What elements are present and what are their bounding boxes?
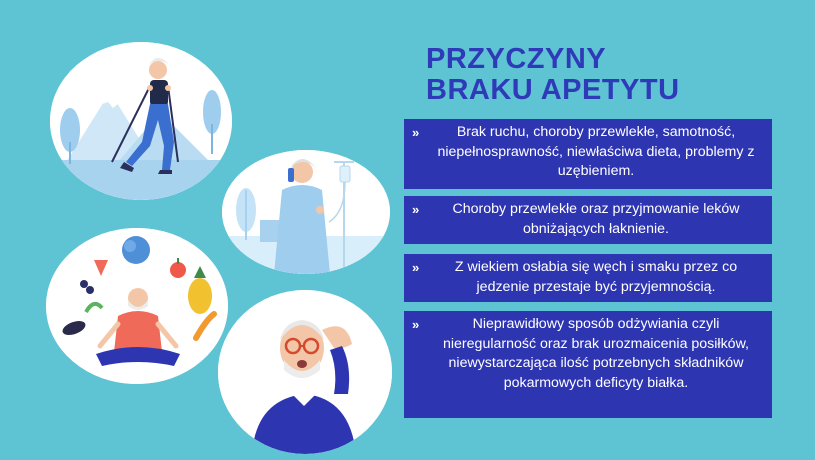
- bullet-icon: »: [412, 202, 420, 217]
- title-line-1: PRZYCZYNY: [426, 43, 607, 75]
- title-line-2: BRAKU APETYTU: [426, 74, 680, 106]
- page-title: [426, 44, 786, 106]
- reason-text: Choroby przewlekłe oraz przyjmowanie leków obniżających łaknienie.: [452, 201, 740, 237]
- reason-text: Nieprawidłowy sposób odżywiania czyli nieregularność oraz brak urozmaicenia posiłków, niewystarczająca ilość potrzebnych składników pokarmowych deficyty białka.: [443, 316, 749, 391]
- reason-box-2: [404, 196, 772, 244]
- reason-text: Brak ruchu, choroby przewlekłe, samotność, niepełnosprawność, niewłaściwa dieta, problemy z uzębieniem.: [437, 124, 755, 179]
- bullet-icon: »: [412, 317, 420, 332]
- patient-with-iv-drip-icon: [222, 150, 390, 274]
- reason-box-4: [404, 311, 772, 418]
- bullet-icon: »: [412, 260, 420, 275]
- bullet-icon: »: [412, 125, 420, 140]
- elderly-man-thinking-icon: [218, 290, 392, 454]
- nordic-walking-woman-icon: [50, 42, 232, 200]
- reason-text: Z wiekiem osłabia się węch i smaku przez co jedzenie przestaje być przyjemnością.: [454, 259, 738, 295]
- meditating-man-with-food-icon: [46, 228, 228, 384]
- reason-box-3: [404, 254, 772, 302]
- reason-box-1: [404, 119, 772, 189]
